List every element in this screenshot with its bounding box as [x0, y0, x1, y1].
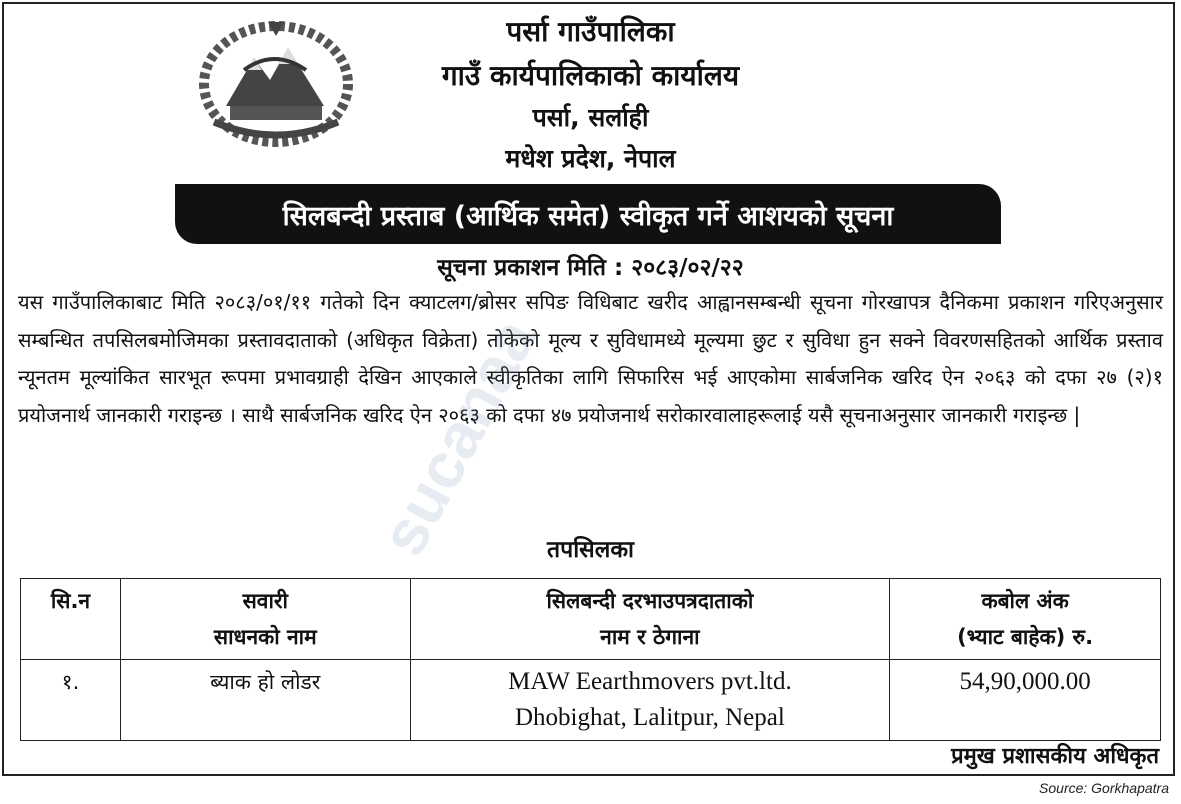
notice-title: सिलबन्दी प्रस्ताब (आर्थिक समेत) स्वीकृत गर्ने आशयको सूचना — [282, 200, 894, 232]
office-name: गाउँ कार्यपालिकाको कार्यालय — [441, 59, 740, 92]
bidder-table — [20, 578, 1161, 741]
header-vehicle: सवारी साधनको नाम — [120, 579, 410, 660]
cell-vehicle: ब्याक हो लोडर — [120, 660, 410, 741]
bidder-address: Dhobighat, Lalitpur, Nepal — [515, 704, 785, 731]
signatory: प्रमुख प्रशासकीय अधिकृत — [951, 744, 1159, 769]
watermark: sucanaa — [366, 307, 550, 567]
cell-bidder — [410, 660, 890, 741]
cell-sn: १. — [21, 660, 121, 741]
source-credit: Source: Gorkhapatra — [1039, 780, 1169, 796]
table-header-row — [21, 579, 1161, 660]
province-country: मधेश प्रदेश, नेपाल — [505, 144, 676, 173]
table-row — [21, 660, 1161, 741]
bidder-name: MAW Eearthmovers pvt.ltd. — [508, 668, 792, 695]
notice-title-banner — [175, 184, 1001, 244]
municipality-name: पर्सा गाउँपालिका — [506, 15, 675, 48]
table-title: तपसिलका — [547, 537, 634, 563]
publication-date: सूचना प्रकाशन मिति : २०८३/०२/२२ — [437, 255, 744, 281]
notice-body: यस गाउँपालिकाबाट मिति २०८३/०१/११ गतेको दिन क्याटलग/ब्रोसर सपिङ विधिबाट खरीद आह्वानसम्बन्धी सूचना गोरखापत्र दैनिकमा प्रकाशन गरिएअनुसार सम्बन्धित तपसिलबमोजिमका प्रस्तावदाताको (अधिकृत विक्रेता) तोकेको मूल्य र सुविधामध्ये मूल्यमा छुट र सुविधा हुन सक्ने विवरणसहितको आर्थिक प्रस्ताव न्यूनतम मूल्यांकित सारभूत रूपमा प्रभावग्राही देखिन आएकाले स्वीकृतिका लागि सिफारिस भई आएकोमा सार्बजनिक खरिद ऐन २०६३ को दफा २७ (२)१ प्रयोजनार्थ जानकारी गराइन्छ । साथै सार्बजनिक खरिद ऐन २०६३ को दफा ४७ प्रयोजनार्थ सरोकारवालाहरूलाई यसै सूचनाअनुसार जानकारी गराइन्छ | — [18, 290, 1163, 427]
office-address: पर्सा, सर्लाही — [532, 103, 649, 132]
header-amount: कबोल अंक (भ्याट बाहेक) रु. — [890, 579, 1161, 660]
cell-amount: 54,90,000.00 — [890, 660, 1161, 741]
header-sn: सि.न — [21, 579, 121, 660]
header-bidder: सिलबन्दी दरभाउपत्रदाताको नाम र ठेगाना — [410, 579, 890, 660]
